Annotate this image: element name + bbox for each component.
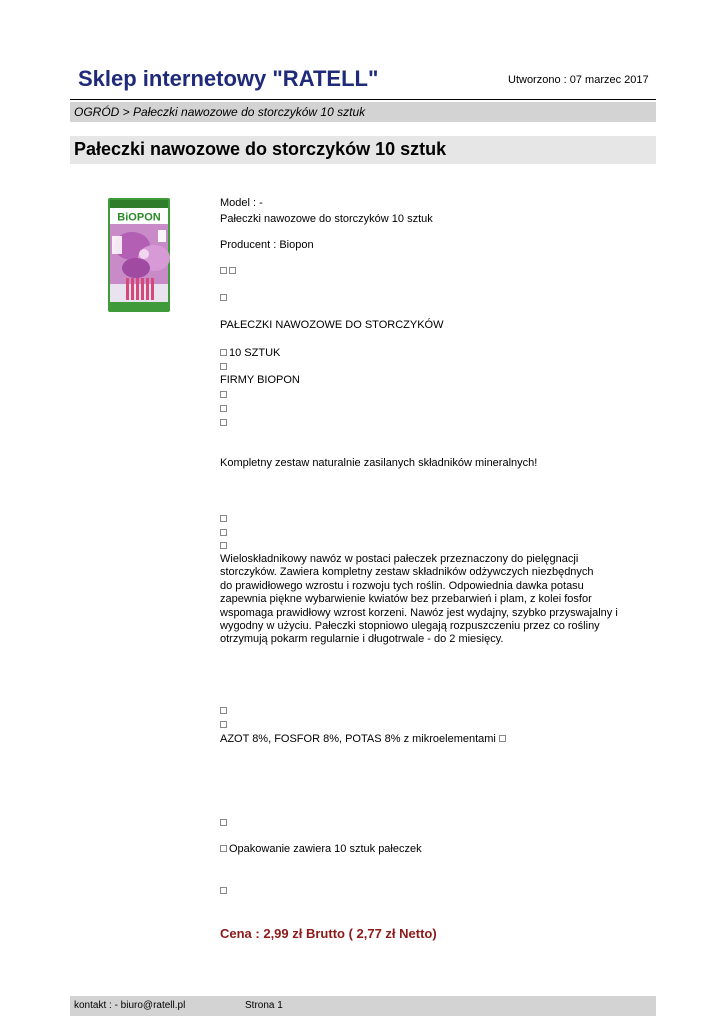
product-heading: Pałeczki nawozowe do storczyków 10 sztuk — [70, 136, 656, 164]
placeholder-glyph-row — [220, 265, 238, 279]
page-number: Strona 1 — [245, 1000, 283, 1011]
missing-glyph-icon — [229, 267, 236, 274]
missing-glyph-icon — [220, 515, 227, 522]
package-text: Opakowanie zawiera 10 sztuk pałeczek — [229, 843, 422, 855]
placeholder-glyph-row — [220, 540, 229, 554]
description-line: Wieloskładnikowy nawóz w postaci pałeczek przeznaczony do pielęgnacji — [220, 553, 579, 565]
missing-glyph-icon — [220, 542, 227, 549]
description-line: zapewnia piękne wybarwienie kwiatów bez przebarwień i plam, z kolei fosfor — [220, 593, 592, 606]
contact-email[interactable]: kontakt : - biuro@ratell.pl — [74, 1000, 186, 1011]
product-image — [100, 196, 178, 314]
description-line: wspomaga prawidłowy wzrost korzeni. Nawóz jest wydajny, szybko przyswajalny i — [220, 606, 618, 619]
missing-glyph-icon — [220, 707, 227, 714]
description-line: do prawidłowego wzrostu i rozwoju tych roślin. Odpowiednia dawka potasu — [220, 579, 584, 592]
description — [220, 553, 625, 647]
placeholder-glyph-row — [220, 885, 229, 899]
placeholder-glyph-row — [220, 513, 229, 527]
count-text: 10 SZTUK — [229, 347, 281, 359]
description-line: wygodny w użyciu. Pałeczki stopniowo ulegają rozpuszczeniu przez co rośliny — [220, 620, 600, 633]
placeholder-glyph-row — [220, 527, 229, 541]
producer-line: Producent : Biopon — [220, 239, 314, 251]
missing-glyph-icon — [220, 887, 227, 894]
missing-glyph-icon — [499, 735, 506, 742]
missing-glyph-icon — [220, 294, 227, 301]
placeholder-glyph-row — [220, 417, 229, 431]
brand-logo-text: BiOPON — [117, 211, 161, 224]
price: Cena : 2,99 zł Brutto ( 2,77 zł Netto) — [220, 926, 437, 941]
model-line: Model : - — [220, 197, 263, 209]
missing-glyph-icon — [220, 349, 227, 356]
missing-glyph-icon — [220, 267, 227, 274]
missing-glyph-icon — [220, 529, 227, 536]
missing-glyph-icon — [220, 819, 227, 826]
description-line: storczyków. Zawiera kompletny zestaw składników odżywczych niezbędnych — [220, 566, 594, 579]
missing-glyph-icon — [220, 391, 227, 398]
description-line: otrzymują pokarm regularnie i długotrwale - do 2 miesięcy. — [220, 633, 504, 646]
created-date: Utworzono : 07 marzec 2017 — [508, 74, 649, 86]
missing-glyph-icon — [220, 363, 227, 370]
missing-glyph-icon — [220, 405, 227, 412]
composition-text: AZOT 8%, FOSFOR 8%, POTAS 8% z mikroelementami — [220, 733, 496, 745]
site-title: Sklep internetowy "RATELL" — [78, 66, 379, 91]
placeholder-glyph-row — [220, 403, 229, 417]
firm-caps-line: FIRMY BIOPON — [220, 374, 300, 386]
placeholder-glyph-row — [220, 705, 229, 719]
placeholder-glyph-row — [220, 817, 229, 831]
composition-line — [220, 733, 508, 747]
placeholder-glyph-row — [220, 389, 229, 403]
missing-glyph-icon — [220, 721, 227, 728]
footer — [70, 996, 656, 1016]
heading-caps-line: PAŁECZKI NAWOZOWE DO STORCZYKÓW — [220, 319, 444, 331]
package-line — [220, 843, 422, 857]
missing-glyph-icon — [220, 845, 227, 852]
breadcrumb[interactable]: OGRÓD > Pałeczki nawozowe do storczyków 10 sztuk — [70, 102, 656, 122]
placeholder-glyph-row — [220, 292, 229, 306]
header-divider — [70, 99, 656, 100]
placeholder-glyph-row — [220, 361, 229, 375]
count-line — [220, 347, 280, 361]
missing-glyph-icon — [220, 419, 227, 426]
product-name-line: Pałeczki nawozowe do storczyków 10 sztuk — [220, 213, 433, 225]
placeholder-glyph-row — [220, 719, 229, 733]
tagline: Kompletny zestaw naturalnie zasilanych składników mineralnych! — [220, 457, 538, 469]
